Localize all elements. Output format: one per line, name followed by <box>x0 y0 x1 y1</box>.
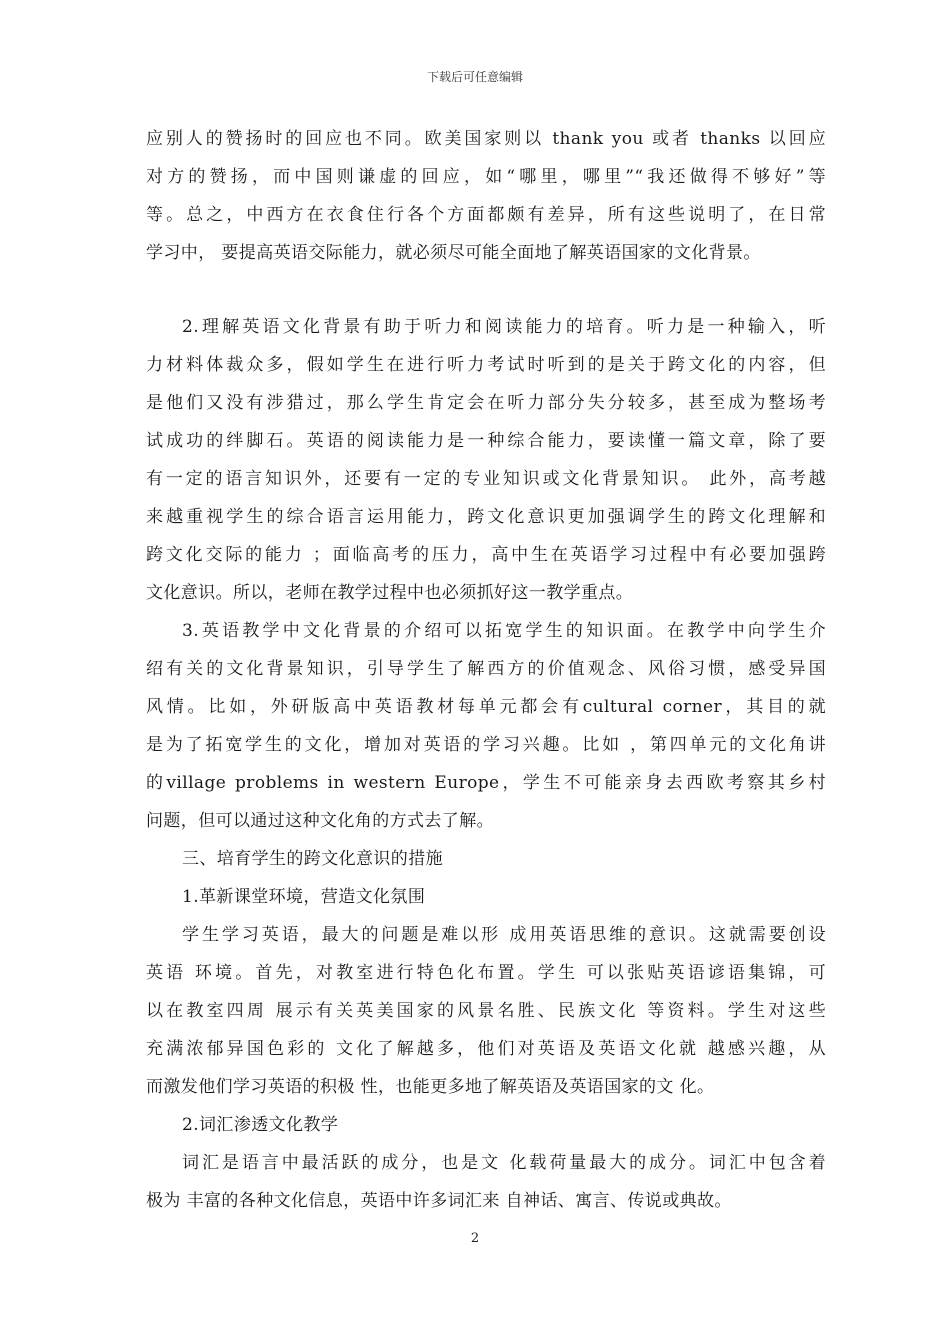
text-line: 来越重视学生的综合语言运用能力，跨文化意识更加强调学生的跨文化理解和 <box>146 507 826 527</box>
text-line: 风情。比如，外研版高中英语教材每单元都会有cultural corner，其目的就 <box>146 697 826 717</box>
text-line: 的village problems in western Europe，学生不可能亲身去西欧考察其乡村 <box>146 773 826 793</box>
text-line: 有一定的语言知识外，还要有一定的专业知识或文化背景知识。 此外，高考越 <box>146 469 826 489</box>
text-line: 问题，但可以通过这种文化角的方式去了解。 <box>146 811 494 831</box>
text-line: 绍有关的文化背景知识，引导学生了解西方的价值观念、风俗习惯，感受异国 <box>146 659 826 679</box>
text-line: 充满浓郁异国色彩的 文化了解越多，他们对英语及英语文化就 越感兴趣，从 <box>146 1039 826 1059</box>
text-line: 文化意识。所以，老师在教学过程中也必须抓好这一教学重点。 <box>146 583 634 603</box>
text-line: 极为 丰富的各种文化信息，英语中许多词汇来 自神话、寓言、传说或典故。 <box>146 1191 732 1211</box>
page-header: 下载后可任意编辑 <box>426 70 523 84</box>
text-line: 是为了拓宽学生的文化，增加对英语的学习兴趣。比如 ，第四单元的文化角讲 <box>146 735 826 755</box>
text-line: 词汇是语言中最活跃的成分，也是文 化载荷量最大的成分。词汇中包含着 <box>182 1153 826 1173</box>
subsection-heading: 2.词汇渗透文化教学 <box>182 1115 339 1135</box>
section-heading: 三、培育学生的跨文化意识的措施 <box>182 849 443 869</box>
text-line: 3.英语教学中文化背景的介绍可以拓宽学生的知识面。在教学中向学生介 <box>182 621 826 641</box>
subsection-heading: 1.革新课堂环境，营造文化氛围 <box>182 887 426 907</box>
text-line: 学习中， 要提高英语交际能力，就必须尽可能全面地了解英语国家的文化背景。 <box>146 243 761 263</box>
text-line: 力材料体裁众多，假如学生在进行听力考试时听到的是关于跨文化的内容，但 <box>146 355 826 375</box>
text-line: 跨文化交际的能力 ；面临高考的压力，高中生在英语学习过程中有必要加强跨 <box>146 545 826 565</box>
text-line: 对方的赞扬，而中国则谦虚的回应，如“哪里，哪里”“我还做得不够好”等 <box>146 167 826 187</box>
text-line: 是他们又没有涉猎过，那么学生肯定会在听力部分失分较多，甚至成为整场考 <box>146 393 826 413</box>
text-line: 应别人的赞扬时的回应也不同。欧美国家则以 thank you 或者 thanks 以回应 <box>146 129 826 149</box>
text-line: 等。总之，中西方在衣食住行各个方面都颇有差异，所有这些说明了，在日常 <box>146 205 826 225</box>
paragraph-gap <box>146 272 826 308</box>
text-line: 以在教室四周 展示有关英美国家的风景名胜、民族文化 等资料。学生对这些 <box>146 1001 826 1021</box>
document-body <box>146 120 826 1220</box>
text-line: 试成功的绊脚石。英语的阅读能力是一种综合能力，要读懂一篇文章，除了要 <box>146 431 826 451</box>
text-line: 学生学习英语，最大的问题是难以形 成用英语思维的意识。这就需要创设 <box>182 925 826 945</box>
text-line: 而激发他们学习英语的积极 性，也能更多地了解英语及英语国家的文 化。 <box>146 1077 715 1097</box>
text-line: 2.理解英语文化背景有助于听力和阅读能力的培育。听力是一种输入，听 <box>182 317 826 337</box>
page-number: 2 <box>470 1231 480 1246</box>
text-line: 英语 环境。首先，对教室进行特色化布置。学生 可以张贴英语谚语集锦，可 <box>146 963 826 983</box>
